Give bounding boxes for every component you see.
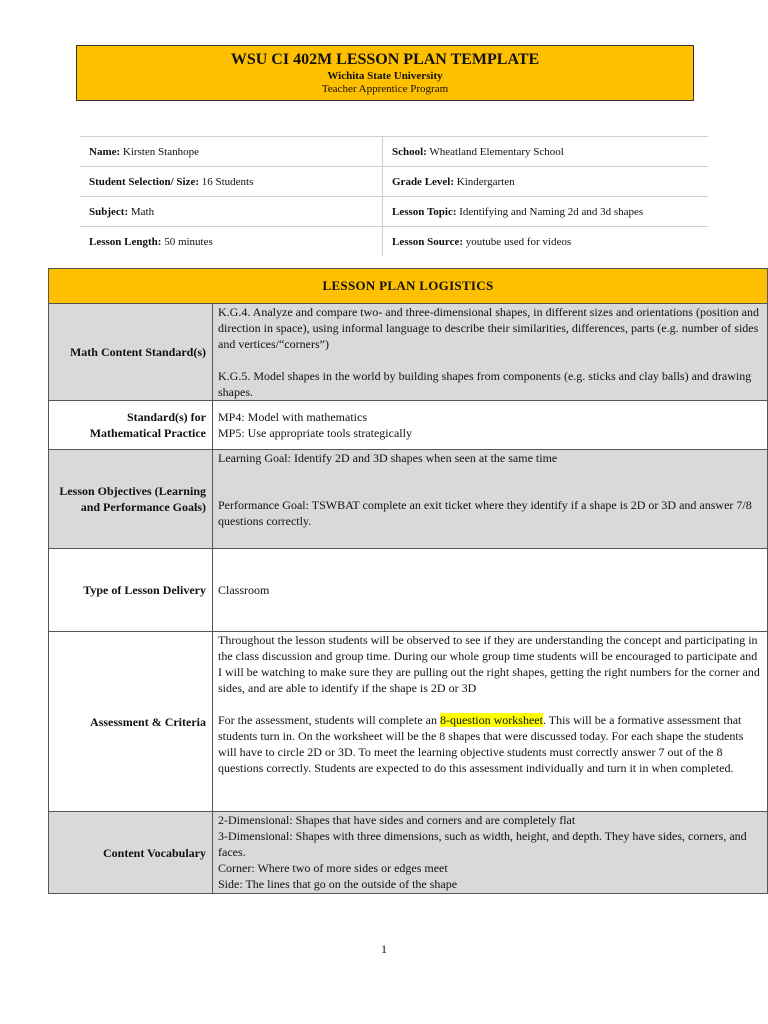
objectives-value: Learning Goal: Identify 2D and 3D shapes when seen at the same time Performance Goal: TSWBAT complete an exit ticket where they identify if a shape is 2D or 3D and answer 7/8 questions correctly. bbox=[213, 450, 768, 549]
practice-label: Standard(s) for Mathematical Practice bbox=[49, 401, 213, 450]
subject-cell: Subject: Math bbox=[80, 197, 383, 227]
logistics-table bbox=[48, 268, 768, 894]
highlighted-text: 8-question worksheet bbox=[439, 713, 543, 727]
info-row bbox=[80, 227, 708, 257]
practice-row bbox=[49, 401, 768, 450]
practice-value: MP4: Model with mathematics MP5: Use appropriate tools strategically bbox=[213, 401, 768, 450]
page-number: 1 bbox=[381, 942, 387, 956]
document-title: WSU CI 402M LESSON PLAN TEMPLATE bbox=[230, 51, 540, 68]
delivery-label: Type of Lesson Delivery bbox=[49, 549, 213, 632]
logistics-header: LESSON PLAN LOGISTICS bbox=[49, 269, 768, 304]
vocabulary-row bbox=[49, 812, 768, 894]
student-size-cell: Student Selection/ Size: 16 Students bbox=[80, 167, 383, 197]
school-cell: School: Wheatland Elementary School bbox=[383, 137, 709, 167]
delivery-value: Classroom bbox=[213, 549, 768, 632]
assessment-value: Throughout the lesson students will be observed to see if they are understanding the concept and participating in the class discussion and group time. During our whole group time students will be encouraged to participate and I will be watching to make sure they are pulling out the right shapes, getting the right numbers for the corner and sides, and are able to identify if the shape is 2D or 3D For the assessment, students will complete an 8-question worksheet. This will be a formative assessment that students turn in. On the worksheet will be the 8 shapes that were discussed today. For each shape the students will have to circle 2D or 3D. To meet the learning objective students must correctly answer 7 out of the 8 questions correctly. Students are expected to do this assessment individually and turn it in when completed. bbox=[213, 632, 768, 812]
math-content-row bbox=[49, 304, 768, 401]
objectives-label: Lesson Objectives (Learning and Performance Goals) bbox=[49, 450, 213, 549]
vocabulary-label: Content Vocabulary bbox=[49, 812, 213, 894]
vocabulary-value: 2-Dimensional: Shapes that have sides and corners and are completely flat 3-Dimensional: Shapes with three dimensions, such as width, height, and depth. They have sides, corners, and faces. Corner: Where two of more sides or edges meet Side: The lines that go on the outside of the shape bbox=[213, 812, 768, 894]
info-row bbox=[80, 197, 708, 227]
university-name: Wichita State University bbox=[327, 70, 443, 82]
program-name: Teacher Apprentice Program bbox=[321, 83, 449, 95]
math-content-label: Math Content Standard(s) bbox=[49, 304, 213, 401]
delivery-row bbox=[49, 549, 768, 632]
name-cell: Name: Kirsten Stanhope bbox=[80, 137, 383, 167]
title-banner bbox=[76, 45, 694, 101]
objectives-row bbox=[49, 450, 768, 549]
assessment-label: Assessment & Criteria bbox=[49, 632, 213, 812]
lesson-topic-cell: Lesson Topic: Identifying and Naming 2d and 3d shapes bbox=[383, 197, 709, 227]
info-row bbox=[80, 167, 708, 197]
lesson-source-cell: Lesson Source: youtube used for videos bbox=[383, 227, 709, 257]
math-content-value: K.G.4. Analyze and compare two- and three-dimensional shapes, in different sizes and orientations (position and direction in space), using informal language to describe their similarities, differences, parts (e.g. number of sides and vertices/“corners”) K.G.5. Model shapes in the world by building shapes from components (e.g. sticks and clay balls) and drawing shapes. bbox=[213, 304, 768, 401]
lesson-info-table bbox=[80, 136, 708, 256]
lesson-length-cell: Lesson Length: 50 minutes bbox=[80, 227, 383, 257]
info-row bbox=[80, 137, 708, 167]
grade-level-cell: Grade Level: Kindergarten bbox=[383, 167, 709, 197]
assessment-row bbox=[49, 632, 768, 812]
